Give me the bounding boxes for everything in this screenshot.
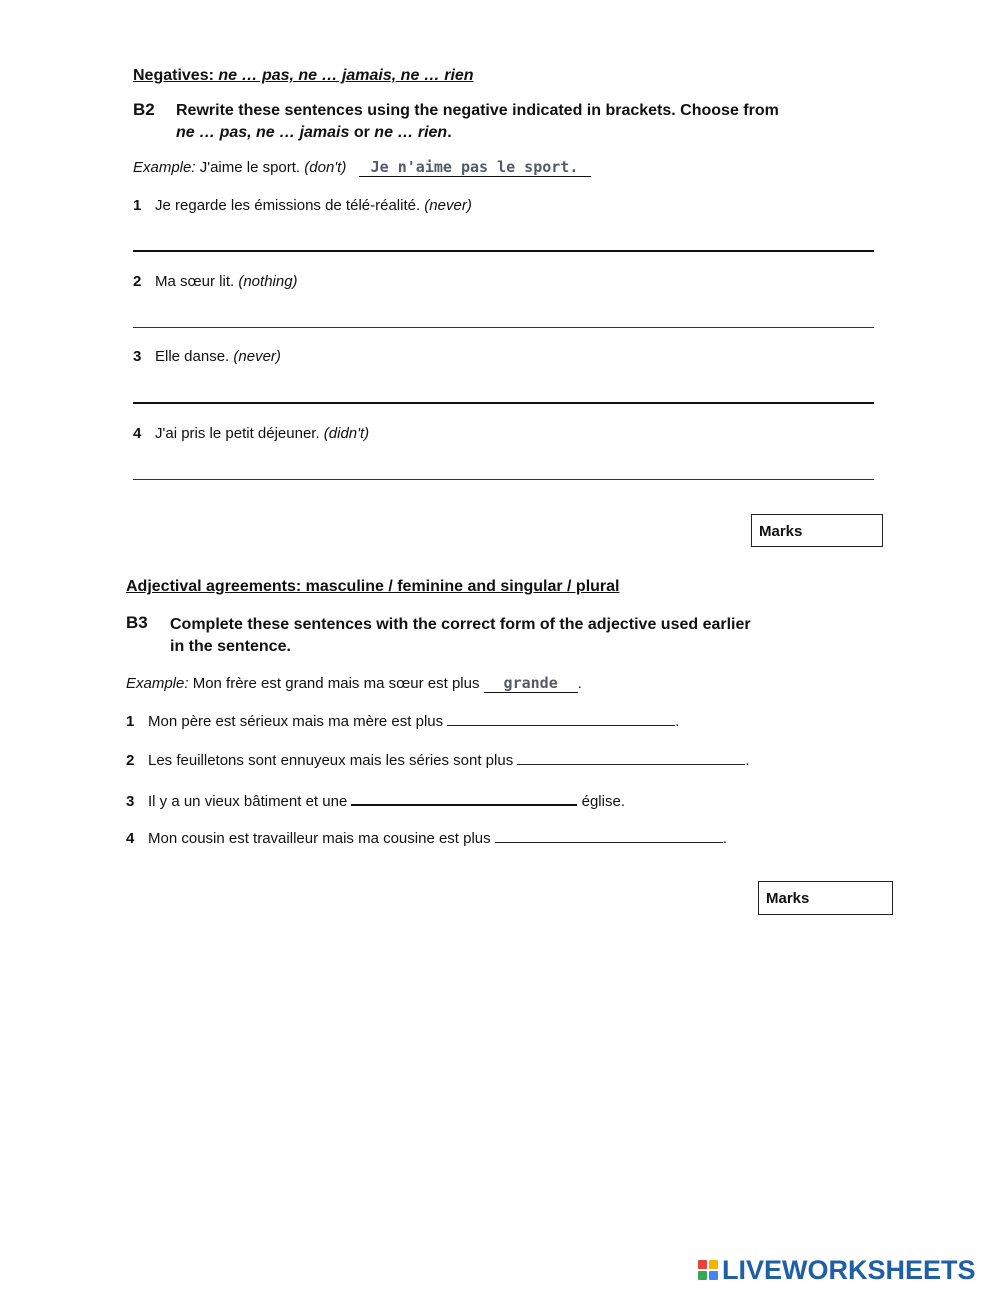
example-sentence: J'aime le sport. (195, 159, 305, 176)
liveworksheets-logo[interactable] (698, 1254, 976, 1286)
item-hint: (didn't) (323, 425, 370, 442)
section-b3-heading: Adjectival agreements: masculine / feminine and singular / plural (126, 578, 620, 595)
instruction-line-2: in the sentence. (170, 638, 291, 655)
section-b2-heading (133, 67, 474, 85)
item-number: 2 (133, 273, 142, 290)
item-after: église. (577, 793, 625, 810)
answer-line-1[interactable] (133, 250, 874, 252)
instruction-period: . (447, 124, 452, 141)
item-number: 1 (133, 197, 142, 214)
item-before: Mon cousin est travailleur mais ma cousine est plus (148, 830, 495, 847)
b2-example (133, 158, 591, 177)
marks-label: Marks (766, 890, 810, 907)
b3-item-2 (126, 750, 750, 769)
logo-icon (698, 1260, 718, 1280)
item-sentence: J'ai pris le petit déjeuner. (155, 425, 324, 442)
example-sentence: Mon frère est grand mais ma sœur est plus (188, 675, 484, 692)
section-b2-heading-text: Negatives: (133, 67, 219, 84)
b2-item-3 (133, 348, 281, 365)
example-answer: grande (484, 674, 578, 693)
answer-blank-4[interactable] (495, 828, 723, 843)
answer-blank-1[interactable] (447, 711, 675, 726)
example-end: . (577, 675, 582, 692)
logo-square-yellow (709, 1260, 718, 1269)
instruction-line-2 (176, 122, 876, 144)
item-number: 3 (133, 348, 142, 365)
logo-square-blue (709, 1271, 718, 1280)
b3-item-1 (126, 711, 679, 730)
logo-square-green (698, 1271, 707, 1280)
instruction-line-1: Complete these sentences with the correct form of the adjective used earlier (170, 616, 751, 633)
item-number: 3 (126, 793, 135, 810)
example-hint: (don't) (304, 159, 347, 176)
exercise-number-b2: B2 (133, 100, 155, 119)
example-label: Example: (126, 675, 189, 692)
item-number: 1 (126, 713, 135, 730)
item-hint: (never) (233, 348, 281, 365)
answer-line-2[interactable] (133, 327, 874, 328)
logo-text: LIVEWORKSHEETS (722, 1254, 976, 1285)
b3-item-4 (126, 828, 727, 847)
item-before: Il y a un vieux bâtiment et une (148, 793, 352, 810)
answer-blank-3[interactable] (351, 790, 577, 806)
exercise-number-b3: B3 (126, 613, 148, 632)
item-sentence: Je regarde les émissions de télé-réalité. (155, 197, 425, 214)
section-b2-heading-italic: ne … pas, ne … jamais, ne … rien (218, 67, 474, 84)
b3-example (126, 674, 582, 693)
b3-item-3 (126, 790, 625, 810)
item-hint: (never) (424, 197, 472, 214)
logo-square-red (698, 1260, 707, 1269)
item-sentence: Elle danse. (155, 348, 234, 365)
item-hint: (nothing) (238, 273, 298, 290)
item-after: . (722, 830, 727, 847)
item-after: . (675, 713, 680, 730)
item-after: . (745, 752, 750, 769)
answer-blank-2[interactable] (517, 750, 745, 765)
item-number: 4 (133, 425, 142, 442)
instruction-line-1: Rewrite these sentences using the negative indicated in brackets. Choose from (176, 102, 779, 119)
marks-box-b2[interactable] (751, 514, 883, 547)
item-number: 2 (126, 752, 135, 769)
b2-item-1 (133, 197, 472, 214)
exercise-b2-instruction (176, 100, 876, 144)
item-before: Mon père est sérieux mais ma mère est plus (148, 713, 448, 730)
marks-label: Marks (759, 523, 803, 540)
example-label: Example: (133, 159, 196, 176)
b2-item-4 (133, 425, 369, 442)
answer-line-3[interactable] (133, 402, 874, 404)
instruction-negative-2: ne … rien (374, 124, 448, 141)
instruction-or: or (349, 124, 375, 141)
exercise-b3-instruction (170, 614, 870, 658)
item-before: Les feuilletons sont ennuyeux mais les séries sont plus (148, 752, 518, 769)
answer-line-4[interactable] (133, 479, 874, 480)
item-sentence: Ma sœur lit. (155, 273, 239, 290)
b2-item-2 (133, 273, 298, 290)
item-number: 4 (126, 830, 135, 847)
example-answer: Je n'aime pas le sport. (359, 158, 591, 177)
instruction-negative-1: ne … pas, ne … jamais (176, 124, 350, 141)
marks-box-b3[interactable] (758, 881, 893, 915)
